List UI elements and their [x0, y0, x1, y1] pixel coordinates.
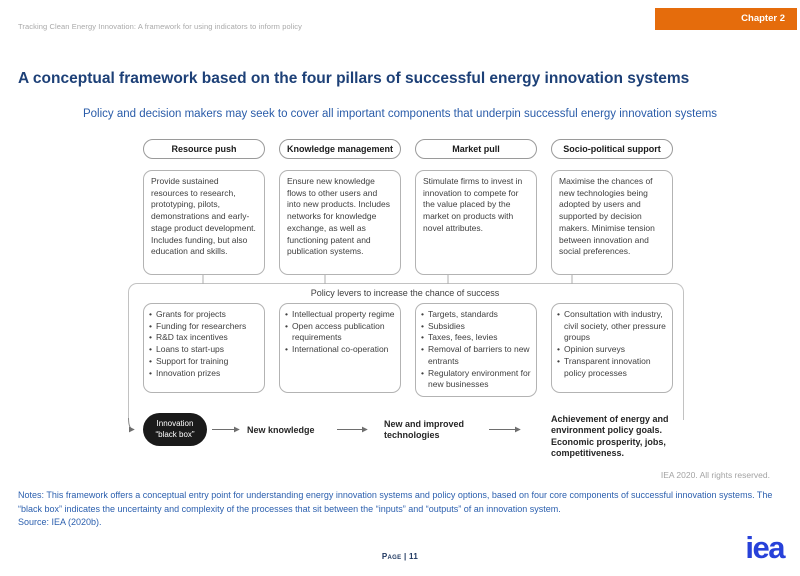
pillar-description-market-pull: Stimulate firms to invest in innovation to compete for the value placed by the market on products with novel attributes. — [415, 170, 537, 275]
lever-item: • Funding for researchers — [148, 321, 260, 333]
notes-text: Notes: This framework offers a conceptual entry point for understanding energy innovation systems and policy options, based on four core components of successful innovation systems. The “black box” indicates the uncertainty and complexity of the processes that sit between the “inputs” and “outputs” of an innovation system. — [18, 490, 773, 515]
iea-logo: iea — [745, 530, 784, 565]
lever-item: • Opinion surveys — [556, 344, 668, 356]
lever-item: • Open access publication requirements — [284, 321, 396, 344]
levers-box-socio-political-support — [551, 303, 673, 393]
lever-item: • Regulatory environment for new businesses — [420, 368, 532, 391]
pillar-description-resource-push: Provide sustained resources to research, prototyping, pilots, demonstrations and early-stage product development. Includes funding, but also education and skills. — [143, 170, 265, 275]
page-number: Page | 11 — [381, 552, 419, 561]
lever-item: • Targets, standards — [420, 309, 532, 321]
black-box-line1: Innovation — [156, 418, 194, 428]
pillar-header-resource-push: Resource push — [143, 139, 265, 159]
lever-item: • Removal of barriers to new entrants — [420, 344, 532, 367]
pillar-header-socio-political-support: Socio-political support — [551, 139, 673, 159]
copyright-text: IEA 2020. All rights reserved. — [660, 470, 770, 480]
breadcrumb: Tracking Clean Energy Innovation: A framework for using indicators to inform policy — [18, 22, 302, 31]
pillar-description-socio-political-support: Maximise the chances of new technologies being adopted by users and supported by decision makers. Minimise tension between innovation and social preferences. — [551, 170, 673, 275]
lever-item: • Support for training — [148, 356, 260, 368]
lever-item: • Grants for projects — [148, 309, 260, 321]
policy-levers-title: Policy levers to increase the chance of success — [310, 288, 500, 298]
page-subtitle: Policy and decision makers may seek to cover all important components that underpin successful energy innovation systems — [82, 108, 718, 120]
chapter-badge: Chapter 2 — [655, 8, 797, 30]
pillar-header-knowledge-management: Knowledge management — [279, 139, 401, 159]
lever-item: • Transparent innovation policy processes — [556, 356, 668, 379]
lever-item: • Loans to start-ups — [148, 344, 260, 356]
source-text: Source: IEA (2020b). — [18, 517, 102, 527]
levers-box-knowledge-management — [279, 303, 401, 393]
pillar-description-knowledge-management: Ensure new knowledge flows to other users and into new products. Includes networks for knowledge exchange, as well as functioning patent and publication systems. — [279, 170, 401, 275]
pillar-header-market-pull: Market pull — [415, 139, 537, 159]
flow-step-achievement: Achievement of energy and environment policy goals. Economic prosperity, jobs, competitiveness. — [551, 414, 669, 458]
black-box-line2: “black box” — [155, 429, 195, 439]
lever-item: • Intellectual property regime — [284, 309, 396, 321]
levers-box-resource-push — [143, 303, 265, 393]
flow-step-new-knowledge: New knowledge — [247, 425, 315, 435]
levers-box-market-pull — [415, 303, 537, 397]
flow-step-new-technologies: New and improved technologies — [384, 419, 465, 441]
page-title: A conceptual framework based on the four pillars of successful energy innovation systems — [18, 70, 690, 87]
lever-item: • International co-operation — [284, 344, 396, 356]
innovation-black-box — [143, 413, 207, 446]
lever-item: • Taxes, fees, levies — [420, 332, 532, 344]
lever-item: • Consultation with industry, civil society, other pressure groups — [556, 309, 668, 344]
lever-item: • R&D tax incentives — [148, 332, 260, 344]
lever-item: • Innovation prizes — [148, 368, 260, 380]
lever-item: • Subsidies — [420, 321, 532, 333]
